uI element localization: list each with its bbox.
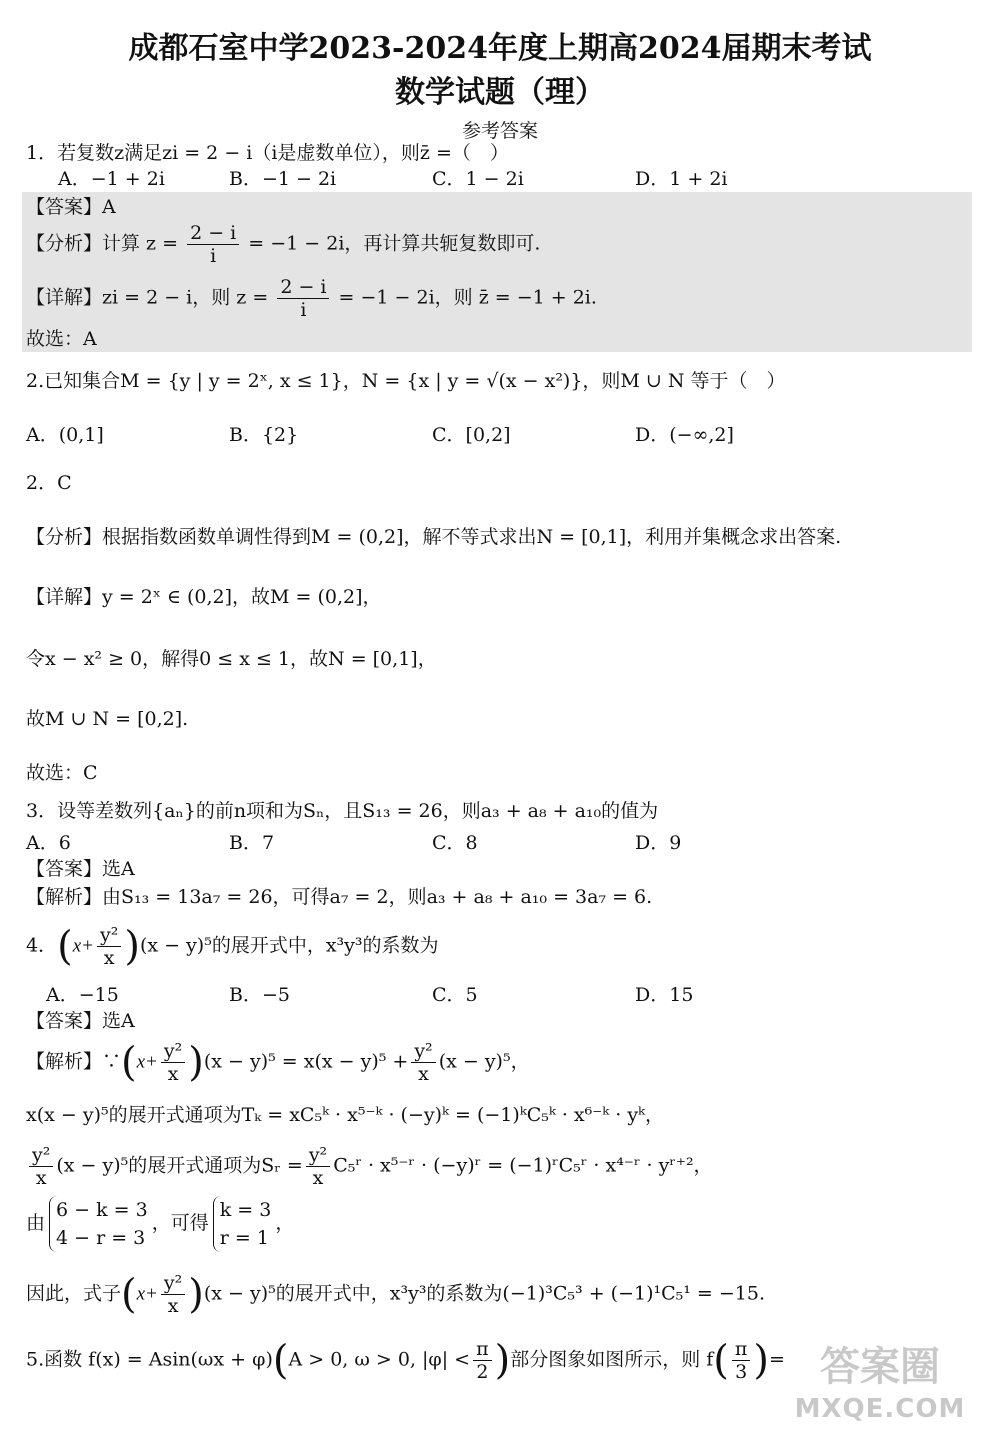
q4-x: x+ [136, 1283, 158, 1305]
fraction-numerator: y² [161, 1040, 185, 1063]
q2-option-b: B．{2} [229, 424, 299, 446]
q4-stem-pre: 4． [26, 934, 58, 957]
q1-detail-fraction [277, 276, 329, 321]
q4-stem-fraction [97, 924, 121, 969]
q3-option-a: A．6 [26, 832, 71, 854]
fraction-denominator: x [35, 1167, 47, 1189]
fraction-denominator: i [210, 245, 217, 267]
fraction-denominator: 2 [476, 1361, 489, 1383]
fraction-denominator: x [167, 1295, 179, 1317]
q4-system-2 [213, 1196, 272, 1252]
q4-conclusion-fraction [161, 1272, 185, 1317]
q1-detail-post: = −1 − 2i，则 z̄ = −1 + 2i. [338, 286, 597, 309]
q1-choose: 故选：A [26, 328, 97, 350]
q4-analysis-post: (x − y)⁵ = x(x − y)⁵ + [203, 1050, 409, 1073]
q2-analysis: 【分析】根据指数函数单调性得到M = (0,2]，解不等式求出N = [0,1]，利用并集概念求出答案. [26, 526, 842, 548]
q4-option-b: B．−5 [229, 984, 290, 1006]
q3-option-b: B．7 [229, 832, 275, 854]
q3-stem: 3．设等差数列{aₙ}的前n项和为Sₙ，且S₁₃ = 26，则a₃ + a₈ + a₁₀的值为 [26, 800, 659, 822]
q1-analysis-pre: 【分析】计算 z = [26, 232, 179, 255]
fraction-numerator: y² [161, 1272, 185, 1295]
q2-option-a: A．(0,1] [26, 424, 104, 446]
q5-stem-pre: 5.函数 f(x) = Asin(ωx + φ) [26, 1348, 273, 1371]
q4-line-b-tail: C₅ʳ · x⁵⁻ʳ · (−y)ʳ = (−1)ʳC₅ʳ · x⁴⁻ʳ · yʳ⁺²， [333, 1154, 713, 1177]
q5-pi-half-fraction [473, 1338, 492, 1383]
q1-option-b: B．−1 − 2i [229, 168, 337, 190]
q1-analysis-fraction [187, 222, 239, 267]
q2-detail-line3: 令x − x² ≥ 0，解得0 ≤ x ≤ 1，故N = [0,1]， [26, 648, 437, 670]
q4-option-d: D．15 [635, 984, 694, 1006]
q1-detail [26, 276, 597, 321]
q1-option-a: A．−1 + 2i [58, 168, 165, 190]
q1-option-d: D．1 + 2i [635, 168, 728, 190]
q5-condition: A > 0, ω > 0, |φ| < [288, 1348, 471, 1371]
q5-pi-third-fraction [732, 1338, 751, 1383]
left-paren: ( [713, 1337, 729, 1384]
q4-analysis-fraction-2 [411, 1040, 435, 1085]
fraction-numerator: y² [29, 1144, 53, 1167]
q1-detail-pre: 【详解】zi = 2 − i，则 z = [26, 286, 269, 309]
page-subtitle-line2: 数学试题（理） [395, 75, 605, 110]
q4-x: x+ [136, 1051, 158, 1073]
q3-option-c: C．8 [432, 832, 478, 854]
q4-conclusion-pre: 因此，式子 [26, 1282, 122, 1305]
q1-option-c: C．1 − 2i [432, 168, 524, 190]
q4-line-b-fraction-2 [306, 1144, 330, 1189]
q4-system-2-eq2: r = 1 [219, 1227, 269, 1249]
q4-analysis [26, 1040, 530, 1085]
fraction-numerator: π [732, 1338, 751, 1361]
fraction-denominator: x [312, 1167, 324, 1189]
right-paren: ) [188, 1271, 204, 1318]
fraction-denominator: x [418, 1063, 429, 1085]
q3-option-d: D．9 [635, 832, 682, 854]
fraction-numerator: y² [97, 924, 121, 947]
q4-analysis-tail: (x − y)⁵， [438, 1050, 530, 1073]
page-title: 成都石室中学2023-2024年度上期高2024届期末考试 [128, 31, 872, 66]
q2-choose: 故选：C [26, 762, 98, 784]
q2-detail: 【详解】y = 2ˣ ∈ (0,2]，故M = (0,2]， [26, 586, 382, 608]
right-paren: ) [753, 1337, 770, 1384]
q4-x: x+ [72, 935, 94, 957]
q4-line-b-post: (x − y)⁵的展开式通项为Sᵣ = [56, 1154, 303, 1177]
q2-option-c: C．[0,2] [432, 424, 511, 446]
reference-answer-label: 参考答案 [461, 120, 538, 142]
q1-analysis-post: = −1 − 2i，再计算共轭复数即可. [248, 232, 541, 255]
watermark-logo [780, 1342, 980, 1442]
q4-sys-pre: 由 [26, 1212, 46, 1234]
q1-answer: 【答案】A [26, 196, 116, 218]
q4-analysis-fraction-1 [161, 1040, 185, 1085]
left-paren: ( [121, 1271, 137, 1318]
q5-stem [26, 1338, 785, 1383]
q4-system-1-eq2: 4 − r = 3 [56, 1227, 146, 1249]
q4-stem [26, 924, 439, 969]
fraction-numerator: y² [411, 1040, 435, 1063]
q2-answer: 2．C [26, 472, 72, 494]
q4-sys-mid: ，可得 [151, 1212, 209, 1234]
q4-option-a: A．−15 [46, 984, 119, 1006]
right-paren: ) [124, 923, 140, 970]
q4-line-b [26, 1144, 713, 1189]
q2-stem: 2.已知集合M = {y | y = 2ˣ, x ≤ 1}，N = {x | y = √(x − x²)}，则M ∪ N 等于（ ） [26, 370, 786, 392]
fraction-denominator: x [167, 1063, 179, 1085]
q4-analysis-pre: 【解析】∵ [26, 1050, 122, 1073]
q4-system-line [26, 1196, 294, 1252]
watermark-line1: 答案圈 [820, 1344, 940, 1390]
fraction-numerator: 2 − i [187, 222, 239, 245]
q4-answer: 【答案】选A [26, 1010, 135, 1032]
q4-sys-post: ， [275, 1212, 295, 1234]
q4-option-c: C．5 [432, 984, 478, 1006]
q5-stem-end: = [769, 1348, 785, 1371]
q5-stem-mid: 部分图象如图所示，则 f [510, 1348, 714, 1371]
q4-system-1-eq1: 6 − k = 3 [56, 1199, 148, 1221]
q1-analysis [26, 222, 540, 267]
left-paren: ( [57, 923, 73, 970]
fraction-denominator: i [300, 299, 307, 321]
q1-solution-box [22, 192, 972, 352]
left-paren: ( [121, 1039, 137, 1086]
q4-system-1 [49, 1196, 148, 1252]
q3-answer: 【答案】选A [26, 858, 135, 880]
left-paren: ( [272, 1337, 289, 1384]
q2-option-d: D．(−∞,2] [635, 424, 734, 446]
q3-analysis: 【解析】由S₁₃ = 13a₇ = 26，可得a₇ = 2，则a₃ + a₈ + a₁₀ = 3a₇ = 6. [26, 886, 653, 908]
fraction-numerator: 2 − i [277, 276, 329, 299]
q4-line-b-fraction-1 [29, 1144, 53, 1189]
q4-stem-post: (x − y)⁵的展开式中，x³y³的系数为 [139, 934, 439, 957]
q4-line-a: x(x − y)⁵的展开式通项为Tₖ = xC₅ᵏ · x⁵⁻ᵏ · (−y)ᵏ = (−1)ᵏC₅ᵏ · x⁶⁻ᵏ · yᵏ， [26, 1104, 664, 1126]
right-paren: ) [494, 1337, 511, 1384]
q4-system-2-eq1: k = 3 [219, 1199, 272, 1221]
q4-conclusion [26, 1272, 765, 1317]
watermark-line2: MXQE.COM [794, 1394, 966, 1424]
fraction-denominator: 3 [735, 1361, 748, 1383]
fraction-numerator: π [473, 1338, 492, 1361]
fraction-denominator: x [103, 947, 115, 969]
q4-conclusion-post: (x − y)⁵的展开式中，x³y³的系数为(−1)³C₅³ + (−1)¹C₅¹ = −15. [203, 1282, 766, 1305]
right-paren: ) [188, 1039, 204, 1086]
q2-detail-line4: 故M ∪ N = [0,2]. [26, 708, 189, 730]
fraction-numerator: y² [306, 1144, 330, 1167]
q1-stem: 1．若复数z满足zi = 2 − i（i是虚数单位），则z̄ =（ ） [26, 142, 509, 164]
